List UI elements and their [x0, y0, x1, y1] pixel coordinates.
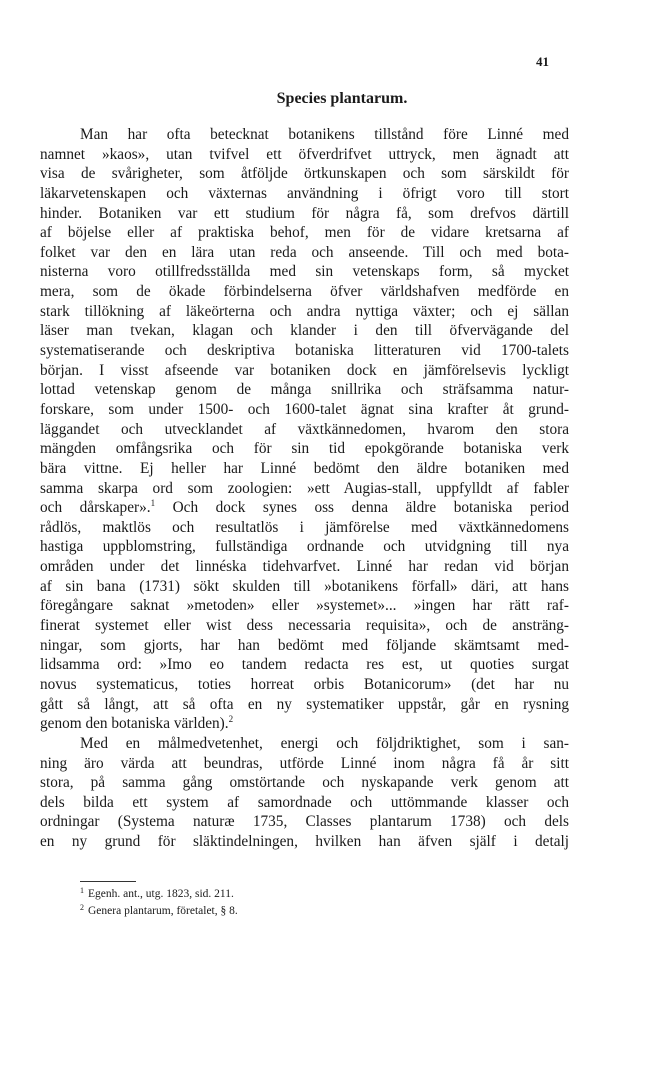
text-line-content: finerat systemet eller wist dess necessaria requisita», och de ansträng-	[40, 617, 569, 635]
text-line-content: läser man tvekan, klagan och klander i den till öfvervägande del	[40, 322, 569, 340]
text-line	[40, 380, 569, 400]
text-line	[40, 400, 569, 420]
text-line-content: ningar, som gjorts, har han bedömt med följande skämtsamt med-	[40, 636, 569, 654]
footnote-divider	[80, 881, 136, 882]
text-line-content: områden under det linnéska tidehvarfvet. Linné har redan vid början	[40, 558, 569, 576]
text-line-content: början. I visst afseende var botaniken dock en jämförelsevis lyckligt	[40, 361, 569, 379]
text-line	[40, 184, 569, 204]
text-line	[40, 459, 569, 479]
text-line	[40, 302, 569, 322]
footnote-item	[80, 903, 560, 920]
text-line-content: Med en målmedvetenhet, energi och följdriktighet, som i san-	[80, 734, 569, 752]
text-line	[40, 498, 569, 518]
footnote-marker: 1	[80, 886, 84, 895]
text-line	[40, 557, 569, 577]
text-line	[40, 596, 569, 616]
footnote-text: Egenh. ant., utg. 1823, sid. 211.	[88, 888, 234, 900]
text-line	[40, 695, 569, 715]
text-line-content: lidsamma ord: »Imo eo tandem redacta res est, ut quoties surgat	[40, 656, 569, 674]
text-line	[40, 734, 569, 754]
footnote-item	[80, 886, 560, 903]
text-line-content: stora, på samma gång omstörtande och nyskapande verk genom att	[40, 774, 569, 792]
text-line	[40, 636, 569, 656]
text-line	[40, 773, 569, 793]
text-line-content: nisterna voro otillfredsställda med sin vetenskaps form, så mycket	[40, 263, 569, 281]
text-line	[40, 832, 569, 852]
text-line	[40, 812, 569, 832]
text-line-content: af böjelse eller af praktiska behof, men för de vidare kretsarna af	[40, 224, 569, 242]
text-line-content: novus systematicus, toties horreat orbis Botanicorum» (det har nu	[40, 675, 569, 693]
text-line-content: hastiga uppblomstring, fullständiga ordnande och utvidgning till nya	[40, 538, 569, 556]
text-line-content: läkarvetenskapen och växternas användning i öfrigt voro till stort	[40, 184, 569, 202]
footnote-reference: 2	[228, 714, 234, 725]
text-line-content: stark tillökning af läkeörterna och andra nyttiga växter; och ej sällan	[40, 302, 569, 320]
page-number: 41	[536, 54, 549, 69]
text-line	[40, 518, 569, 538]
text-line-content: rådlös, maktlös och resultatlös i jämförelse med växtkännedomens	[40, 518, 569, 536]
text-line	[40, 616, 569, 636]
text-line	[40, 321, 569, 341]
footnote-marker: 2	[80, 903, 84, 912]
text-line-content: folket var den en lära utan reda och anseende. Till och med bota-	[40, 243, 569, 261]
text-line	[40, 439, 569, 459]
text-line	[40, 145, 569, 165]
text-line-content: systematiserande och deskriptiva botaniska litteraturen vid 1700-talets	[40, 342, 569, 360]
footnote-text: Genera plantarum, företalet, § 8.	[88, 905, 238, 917]
text-line	[40, 341, 569, 361]
text-line-content: ordningar (Systema naturæ 1735, Classes plantarum 1738) och dels	[40, 813, 569, 831]
text-line-continuation: Och dock synes oss denna äldre botaniska period	[155, 499, 569, 517]
text-line-content: hinder. Botaniken var ett studium för några få, som drefvos därtill	[40, 204, 569, 222]
text-line-content: bära vittne. Ej heller har Linné bedömt den äldre botaniken med	[40, 459, 569, 477]
text-line-content: ning äro värda att beundras, utförde Linné inom några få år sitt	[40, 754, 569, 772]
body-text	[40, 125, 569, 852]
text-line-content: genom den botaniska världen).	[40, 715, 229, 733]
text-line	[40, 714, 569, 734]
page-title: Species plantarum.	[276, 90, 408, 107]
text-line	[40, 282, 569, 302]
text-line	[40, 223, 569, 243]
text-line	[40, 479, 569, 499]
text-line	[40, 577, 569, 597]
text-line-content: Man har ofta betecknat botanikens tillstånd före Linné med	[80, 126, 569, 143]
text-line-content: lottad vetenskap genom de många snillrika och sträfsamma natur-	[40, 381, 569, 399]
text-line-content: mera, som de ökade förbindelserna öfver världshafven medförde en	[40, 283, 569, 301]
text-line	[40, 655, 569, 675]
text-line-content: af sin bana (1731) sökt skulden till »botanikens förfall» däri, att hans	[40, 577, 569, 595]
text-line-content: dels bilda ett system af samordnade och uttömmande klasser och	[40, 793, 569, 811]
text-line-content: visa de svårigheter, som åtföljde örtkunskapen och som särskildt för	[40, 165, 569, 183]
text-line-content: läggandet och utvecklandet af växtkännedomen, hvarom den stora	[40, 420, 569, 438]
footnote-reference: 1	[150, 498, 156, 509]
text-line-content: namnet »kaos», utan tvifvel ett öfverdrifvet uttryck, men ägnadt att	[40, 145, 569, 163]
text-line-content: samma skarpa ord som zoologien: »ett Augias-stall, uppfylldt af fabler	[40, 479, 569, 497]
text-line	[40, 361, 569, 381]
text-line	[40, 675, 569, 695]
text-line-content: forskare, som under 1500- och 1600-talet ägnat sina krafter åt grund-	[40, 400, 569, 418]
text-line-content: och dårskaper».	[40, 499, 151, 517]
text-line	[40, 262, 569, 282]
text-line-content: föregångare saknat »metoden» eller »systemet»... »ingen har rätt raf-	[40, 597, 569, 615]
footnotes	[80, 886, 560, 920]
text-line	[40, 125, 569, 145]
text-line-content: mängden omfångsrika och för sin tid epokgörande botaniska verk	[40, 440, 569, 458]
text-line	[40, 164, 569, 184]
text-line-content: gått så långt, att så ofta en ny systematiker uppstår, går en rysning	[40, 695, 569, 713]
text-line	[40, 420, 569, 440]
text-line-content: en ny grund för släktindelningen, hvilken han äfven själf i detalj	[40, 833, 569, 851]
text-line	[40, 204, 569, 224]
text-line	[40, 793, 569, 813]
text-line	[40, 754, 569, 774]
text-line	[40, 537, 569, 557]
text-line	[40, 243, 569, 263]
